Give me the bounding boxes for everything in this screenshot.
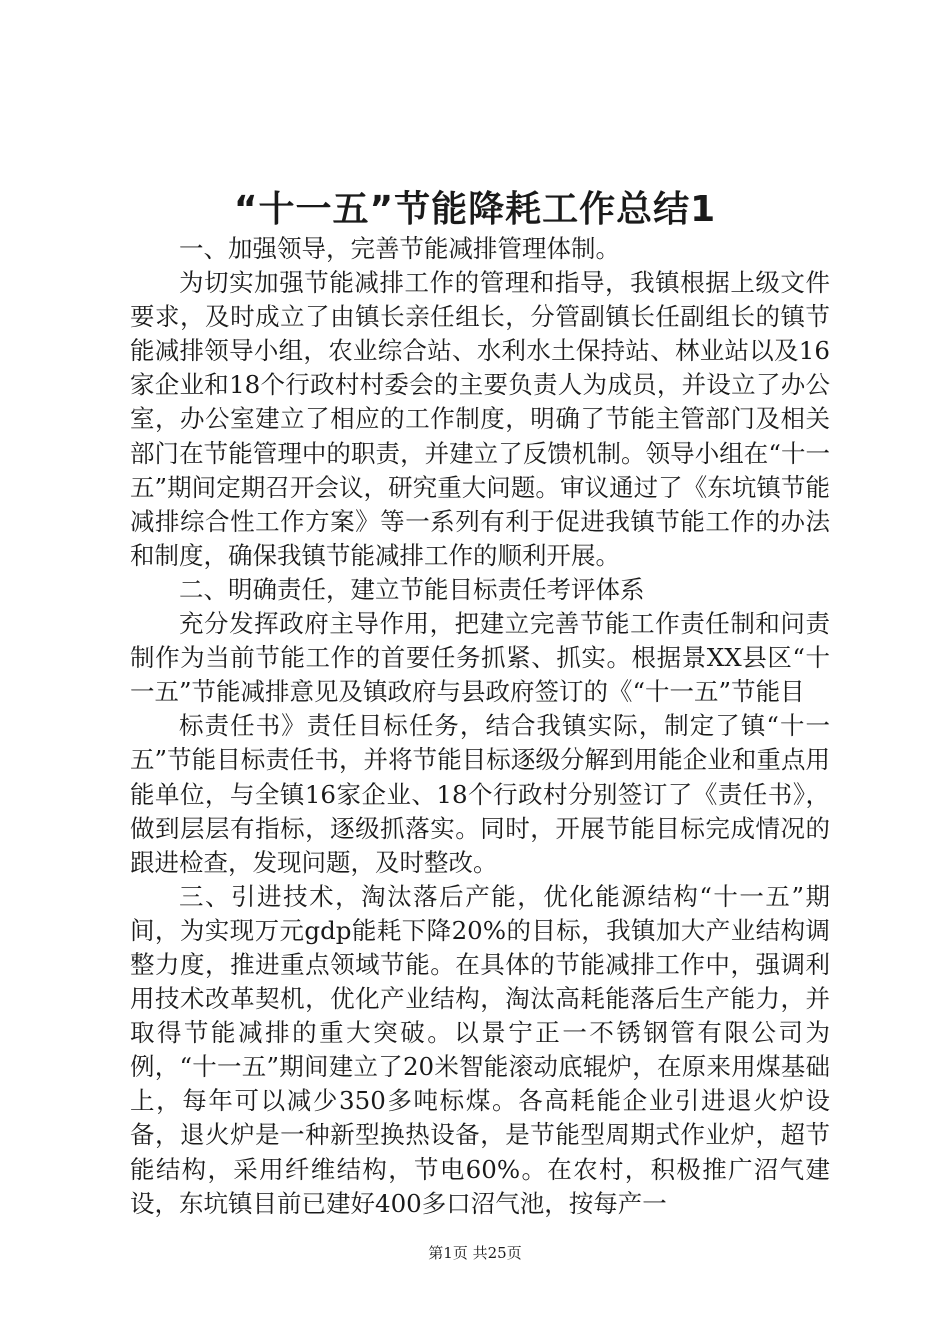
paragraph-section-1-heading: 一、加强领导，完善节能减排管理体制。 (179, 234, 620, 263)
document-title: “十一五”节能降耗工作总结1 (233, 189, 717, 230)
document-body (130, 232, 830, 1221)
paragraph-section-2-continued: 标责任书》责任目标任务，结合我镇实际，制定了镇“十一五”节能目标责任书，并将节能目标逐级分解到用能企业和重点用能单位，与全镇16家企业、18个行政村分别签订了《责任书》，做到层层有指标，逐级抓落实。同时，开展节能目标完成情况的跟进检查，发现问题，及时整改。 (130, 711, 830, 877)
paragraph-section-3: 三、引进技术，淘汰落后产能，优化能源结构“十一五”期间，为实现万元gdp能耗下降20%的目标，我镇加大产业结构调整力度，推进重点领域节能。在具体的节能减排工作中，强调利用技术改革契机，优化产业结构，淘汰高耗能落后生产能力，并取得节能减排的重大突破。以景宁正一不锈钢管有限公司为例，“十一五”期间建立了20米智能滚动底辊炉，在原来用煤基础上，每年可以减少350多吨标煤。各高耗能企业引进退火炉设备，退火炉是一种新型换热设备，是节能型周期式作业炉，超节能结构，采用纤维结构，节电60%。在农村，积极推广沼气建设，东坑镇目前已建好400多口沼气池，按每产一 (130, 881, 830, 1218)
paragraph-section-1-body: 为切实加强节能减排工作的管理和指导，我镇根据上级文件要求，及时成立了由镇长亲任组长，分管副镇长任副组长的镇节能减排领导小组，农业综合站、水利水土保持站、林业站以及16家企业和18个行政村村委会的主要负责人为成员，并设立了办公室，办公室建立了相应的工作制度，明确了节能主管部门及相关部门在节能管理中的职责，并建立了反馈机制。领导小组在“十一五”期间定期召开会议，研究重大问题。审议通过了《东坑镇节能减排综合性工作方案》等一系列有利于促进我镇节能工作的办法和制度，确保我镇节能减排工作的顺利开展。 (130, 268, 830, 570)
page-number-footer: 第1页 共25页 (428, 1244, 522, 1262)
paragraph-section-2-body: 充分发挥政府主导作用，把建立完善节能工作责任制和问责制作为当前节能工作的首要任务抓紧、抓实。根据景XX县区“十一五”节能减排意见及镇政府与县政府签订的《“十一五”节能目 (130, 609, 830, 707)
paragraph-section-2-heading: 二、明确责任，建立节能目标责任考评体系 (179, 574, 645, 604)
